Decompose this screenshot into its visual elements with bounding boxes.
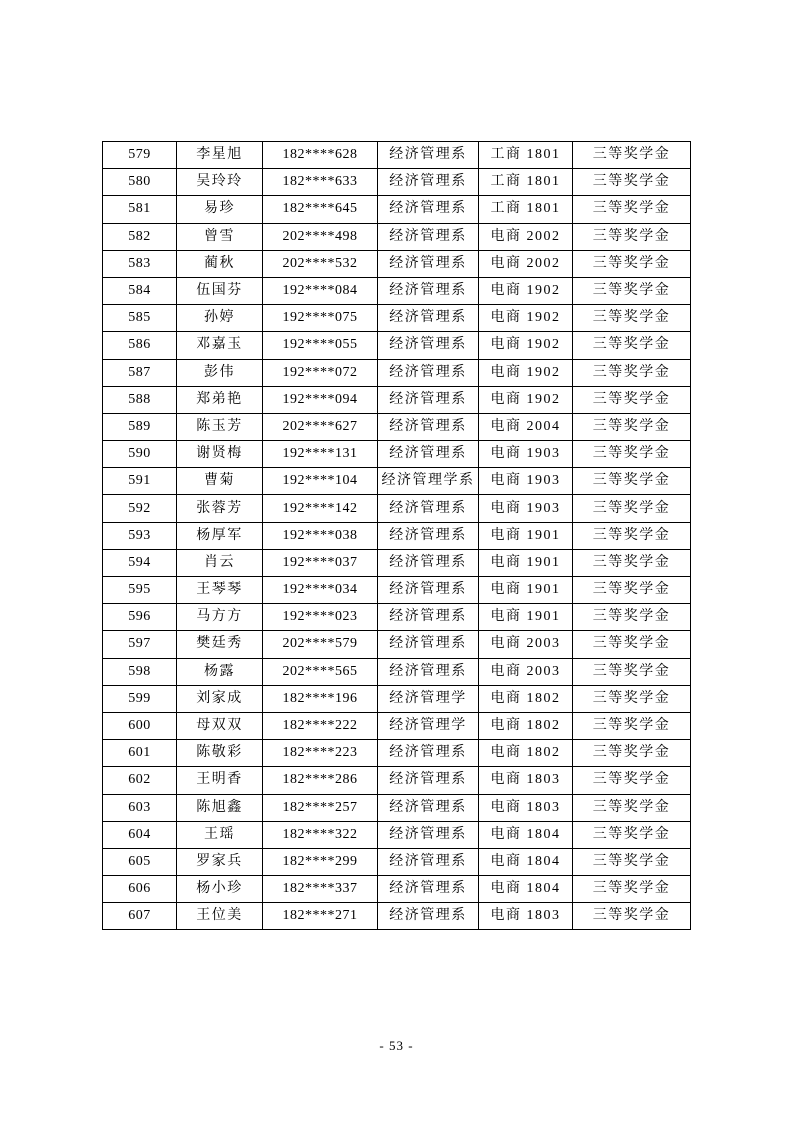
cell-serial-number: 605 — [103, 848, 177, 875]
table-row — [103, 441, 691, 468]
cell-student-id: 192****084 — [263, 277, 378, 304]
table-row — [103, 577, 691, 604]
cell-department: 经济管理系 — [378, 196, 479, 223]
cell-serial-number: 583 — [103, 250, 177, 277]
cell-student-id: 182****628 — [263, 142, 378, 169]
cell-class: 电商 1802 — [479, 712, 573, 739]
cell-serial-number: 588 — [103, 386, 177, 413]
table-row — [103, 848, 691, 875]
cell-department: 经济管理系 — [378, 658, 479, 685]
cell-award: 三等奖学金 — [573, 685, 691, 712]
cell-department: 经济管理系 — [378, 604, 479, 631]
table-row — [103, 413, 691, 440]
cell-student-name: 伍国芬 — [177, 277, 263, 304]
cell-class: 电商 1804 — [479, 821, 573, 848]
cell-department: 经济管理学 — [378, 712, 479, 739]
cell-award: 三等奖学金 — [573, 413, 691, 440]
table-row — [103, 332, 691, 359]
cell-serial-number: 597 — [103, 631, 177, 658]
cell-award: 三等奖学金 — [573, 495, 691, 522]
cell-class: 电商 1902 — [479, 305, 573, 332]
cell-department: 经济管理系 — [378, 631, 479, 658]
cell-award: 三等奖学金 — [573, 903, 691, 930]
cell-serial-number: 607 — [103, 903, 177, 930]
cell-student-name: 陈玉芳 — [177, 413, 263, 440]
cell-serial-number: 604 — [103, 821, 177, 848]
cell-student-name: 曹菊 — [177, 468, 263, 495]
cell-class: 电商 1901 — [479, 522, 573, 549]
cell-award: 三等奖学金 — [573, 277, 691, 304]
cell-serial-number: 598 — [103, 658, 177, 685]
cell-class: 电商 1903 — [479, 468, 573, 495]
cell-serial-number: 586 — [103, 332, 177, 359]
cell-serial-number: 585 — [103, 305, 177, 332]
cell-serial-number: 603 — [103, 794, 177, 821]
table-row — [103, 468, 691, 495]
cell-class: 电商 1802 — [479, 685, 573, 712]
cell-award: 三等奖学金 — [573, 223, 691, 250]
table-row — [103, 821, 691, 848]
cell-class: 电商 1903 — [479, 441, 573, 468]
cell-department: 经济管理系 — [378, 305, 479, 332]
table-row — [103, 305, 691, 332]
table-row — [103, 359, 691, 386]
cell-award: 三等奖学金 — [573, 604, 691, 631]
cell-class: 电商 1903 — [479, 495, 573, 522]
cell-department: 经济管理系 — [378, 794, 479, 821]
cell-student-name: 王琴琴 — [177, 577, 263, 604]
cell-department: 经济管理系 — [378, 876, 479, 903]
cell-student-name: 王明香 — [177, 767, 263, 794]
table-row — [103, 169, 691, 196]
cell-award: 三等奖学金 — [573, 577, 691, 604]
cell-student-id: 202****498 — [263, 223, 378, 250]
cell-student-name: 杨厚军 — [177, 522, 263, 549]
cell-department: 经济管理系 — [378, 549, 479, 576]
page-number: - 53 - — [379, 1038, 414, 1053]
cell-department: 经济管理系 — [378, 848, 479, 875]
cell-student-id: 192****037 — [263, 549, 378, 576]
cell-class: 电商 1902 — [479, 386, 573, 413]
cell-class: 电商 1804 — [479, 848, 573, 875]
cell-student-name: 张蓉芳 — [177, 495, 263, 522]
cell-student-id: 202****565 — [263, 658, 378, 685]
cell-student-id: 192****038 — [263, 522, 378, 549]
cell-student-id: 182****286 — [263, 767, 378, 794]
cell-student-id: 182****633 — [263, 169, 378, 196]
cell-student-name: 谢贤梅 — [177, 441, 263, 468]
cell-student-name: 蔺秋 — [177, 250, 263, 277]
cell-department: 经济管理系 — [378, 767, 479, 794]
cell-serial-number: 600 — [103, 712, 177, 739]
cell-department: 经济管理系 — [378, 332, 479, 359]
cell-serial-number: 581 — [103, 196, 177, 223]
cell-award: 三等奖学金 — [573, 740, 691, 767]
cell-department: 经济管理系 — [378, 386, 479, 413]
table-row — [103, 658, 691, 685]
cell-award: 三等奖学金 — [573, 332, 691, 359]
cell-student-name: 杨露 — [177, 658, 263, 685]
table-row — [103, 522, 691, 549]
table-row — [103, 903, 691, 930]
table-row — [103, 196, 691, 223]
cell-student-id: 182****299 — [263, 848, 378, 875]
scholarship-table — [102, 141, 691, 930]
cell-student-id: 182****337 — [263, 876, 378, 903]
cell-department: 经济管理学系 — [378, 468, 479, 495]
cell-department: 经济管理系 — [378, 413, 479, 440]
cell-department: 经济管理系 — [378, 142, 479, 169]
cell-class: 电商 2002 — [479, 223, 573, 250]
cell-award: 三等奖学金 — [573, 441, 691, 468]
cell-award: 三等奖学金 — [573, 712, 691, 739]
cell-serial-number: 590 — [103, 441, 177, 468]
cell-student-id: 182****196 — [263, 685, 378, 712]
cell-serial-number: 596 — [103, 604, 177, 631]
cell-student-id: 192****094 — [263, 386, 378, 413]
cell-student-id: 202****579 — [263, 631, 378, 658]
cell-award: 三等奖学金 — [573, 305, 691, 332]
table-row — [103, 631, 691, 658]
cell-student-id: 192****034 — [263, 577, 378, 604]
table-row — [103, 794, 691, 821]
cell-student-name: 邓嘉玉 — [177, 332, 263, 359]
cell-student-name: 王瑶 — [177, 821, 263, 848]
table-row — [103, 549, 691, 576]
cell-serial-number: 606 — [103, 876, 177, 903]
cell-student-name: 陈敬彩 — [177, 740, 263, 767]
cell-department: 经济管理系 — [378, 903, 479, 930]
cell-student-name: 彭伟 — [177, 359, 263, 386]
cell-student-name: 李星旭 — [177, 142, 263, 169]
table-row — [103, 767, 691, 794]
cell-student-id: 182****645 — [263, 196, 378, 223]
cell-student-name: 罗家兵 — [177, 848, 263, 875]
cell-class: 电商 1901 — [479, 549, 573, 576]
cell-award: 三等奖学金 — [573, 142, 691, 169]
cell-class: 电商 1901 — [479, 577, 573, 604]
cell-student-name: 曾雪 — [177, 223, 263, 250]
cell-student-name: 孙婷 — [177, 305, 263, 332]
table-row — [103, 142, 691, 169]
cell-serial-number: 580 — [103, 169, 177, 196]
cell-department: 经济管理系 — [378, 169, 479, 196]
cell-award: 三等奖学金 — [573, 359, 691, 386]
cell-class: 电商 2004 — [479, 413, 573, 440]
cell-class: 工商 1801 — [479, 142, 573, 169]
cell-department: 经济管理系 — [378, 821, 479, 848]
cell-class: 电商 2003 — [479, 658, 573, 685]
cell-serial-number: 595 — [103, 577, 177, 604]
cell-class: 电商 2003 — [479, 631, 573, 658]
table-row — [103, 250, 691, 277]
cell-serial-number: 591 — [103, 468, 177, 495]
table-row — [103, 712, 691, 739]
cell-class: 工商 1801 — [479, 169, 573, 196]
cell-award: 三等奖学金 — [573, 658, 691, 685]
cell-student-id: 192****142 — [263, 495, 378, 522]
cell-student-name: 郑弟艳 — [177, 386, 263, 413]
cell-student-id: 182****222 — [263, 712, 378, 739]
cell-student-id: 192****075 — [263, 305, 378, 332]
cell-class: 电商 1803 — [479, 794, 573, 821]
cell-serial-number: 602 — [103, 767, 177, 794]
table-body — [103, 142, 691, 930]
cell-award: 三等奖学金 — [573, 386, 691, 413]
cell-student-name: 王位美 — [177, 903, 263, 930]
cell-department: 经济管理系 — [378, 277, 479, 304]
cell-student-name: 易珍 — [177, 196, 263, 223]
table-row — [103, 277, 691, 304]
cell-award: 三等奖学金 — [573, 631, 691, 658]
cell-class: 电商 1804 — [479, 876, 573, 903]
cell-award: 三等奖学金 — [573, 250, 691, 277]
cell-department: 经济管理系 — [378, 495, 479, 522]
cell-award: 三等奖学金 — [573, 794, 691, 821]
table-row — [103, 740, 691, 767]
cell-student-name: 肖云 — [177, 549, 263, 576]
cell-student-name: 母双双 — [177, 712, 263, 739]
cell-student-id: 192****104 — [263, 468, 378, 495]
cell-student-id: 192****023 — [263, 604, 378, 631]
cell-award: 三等奖学金 — [573, 767, 691, 794]
cell-student-id: 192****131 — [263, 441, 378, 468]
table-row — [103, 386, 691, 413]
cell-department: 经济管理系 — [378, 359, 479, 386]
cell-department: 经济管理系 — [378, 577, 479, 604]
cell-award: 三等奖学金 — [573, 169, 691, 196]
cell-department: 经济管理系 — [378, 522, 479, 549]
cell-award: 三等奖学金 — [573, 821, 691, 848]
cell-department: 经济管理系 — [378, 740, 479, 767]
cell-student-name: 陈旭鑫 — [177, 794, 263, 821]
cell-serial-number: 589 — [103, 413, 177, 440]
cell-award: 三等奖学金 — [573, 848, 691, 875]
cell-student-id: 202****532 — [263, 250, 378, 277]
cell-award: 三等奖学金 — [573, 549, 691, 576]
cell-student-id: 182****271 — [263, 903, 378, 930]
cell-serial-number: 579 — [103, 142, 177, 169]
cell-class: 电商 2002 — [479, 250, 573, 277]
cell-student-name: 杨小珍 — [177, 876, 263, 903]
table-row — [103, 876, 691, 903]
table-row — [103, 223, 691, 250]
cell-class: 工商 1801 — [479, 196, 573, 223]
cell-serial-number: 592 — [103, 495, 177, 522]
cell-class: 电商 1803 — [479, 903, 573, 930]
cell-class: 电商 1803 — [479, 767, 573, 794]
cell-department: 经济管理系 — [378, 441, 479, 468]
cell-serial-number: 587 — [103, 359, 177, 386]
table-row — [103, 604, 691, 631]
cell-department: 经济管理系 — [378, 250, 479, 277]
cell-class: 电商 1902 — [479, 359, 573, 386]
table-row — [103, 495, 691, 522]
cell-serial-number: 601 — [103, 740, 177, 767]
cell-student-name: 刘家成 — [177, 685, 263, 712]
cell-serial-number: 593 — [103, 522, 177, 549]
cell-student-id: 182****322 — [263, 821, 378, 848]
cell-student-id: 192****055 — [263, 332, 378, 359]
cell-award: 三等奖学金 — [573, 522, 691, 549]
cell-award: 三等奖学金 — [573, 468, 691, 495]
cell-serial-number: 584 — [103, 277, 177, 304]
cell-class: 电商 1902 — [479, 277, 573, 304]
cell-department: 经济管理学 — [378, 685, 479, 712]
cell-class: 电商 1802 — [479, 740, 573, 767]
cell-serial-number: 599 — [103, 685, 177, 712]
cell-class: 电商 1901 — [479, 604, 573, 631]
table-row — [103, 685, 691, 712]
cell-student-id: 182****223 — [263, 740, 378, 767]
cell-class: 电商 1902 — [479, 332, 573, 359]
cell-student-name: 马方方 — [177, 604, 263, 631]
cell-student-id: 182****257 — [263, 794, 378, 821]
cell-award: 三等奖学金 — [573, 876, 691, 903]
cell-serial-number: 582 — [103, 223, 177, 250]
cell-student-name: 吴玲玲 — [177, 169, 263, 196]
cell-student-id: 202****627 — [263, 413, 378, 440]
cell-student-id: 192****072 — [263, 359, 378, 386]
cell-department: 经济管理系 — [378, 223, 479, 250]
cell-serial-number: 594 — [103, 549, 177, 576]
cell-award: 三等奖学金 — [573, 196, 691, 223]
cell-student-name: 樊廷秀 — [177, 631, 263, 658]
